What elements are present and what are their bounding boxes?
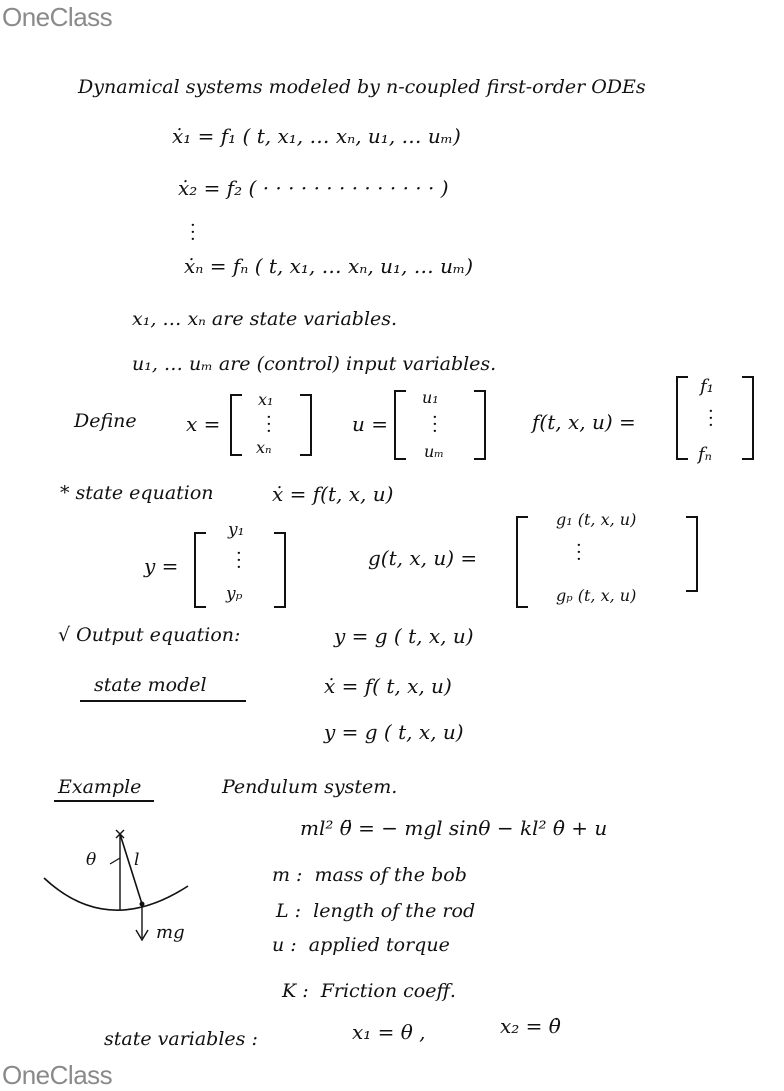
- state-equation: ẋ = f(t, x, u): [272, 482, 394, 506]
- x-vector-bottom: xₙ: [256, 438, 272, 457]
- f-vector-label: f(t, x, u) =: [532, 410, 636, 434]
- f-vector-top: f₁: [700, 376, 714, 397]
- y-vector-top: y₁: [228, 520, 245, 540]
- g-left-bracket: [516, 516, 528, 608]
- pendulum-title: Pendulum system.: [222, 776, 398, 798]
- oneclass-logo-top: [2, 2, 112, 33]
- figure-l-label: l: [134, 850, 140, 870]
- x-vector-dots: · · ·: [266, 407, 272, 442]
- vertical-dots: · · ·: [190, 215, 196, 250]
- y-vector-bottom: yₚ: [226, 584, 243, 604]
- g-vector-dots: · · ·: [576, 535, 582, 570]
- define-label: Define: [74, 410, 137, 432]
- f-vector-bottom: fₙ: [698, 444, 712, 465]
- equation-n: ẋₙ = fₙ ( t, x₁, … xₙ, u₁, … uₘ): [184, 254, 474, 278]
- state-variables-label: state variables :: [104, 1028, 258, 1050]
- g-vector-label: g(t, x, u) =: [368, 546, 478, 570]
- state-model-underline: [80, 700, 246, 702]
- g-right-bracket: [686, 516, 698, 592]
- l-definition: L : length of the rod: [276, 900, 476, 922]
- logo-text: OneClass: [2, 1060, 113, 1090]
- u-vector-top: u₁: [422, 388, 439, 407]
- f-vector-dots: · · ·: [708, 401, 714, 436]
- k-definition: K : Friction coeff.: [282, 980, 456, 1002]
- state-equation-label: * state equation: [60, 482, 214, 504]
- u-right-bracket: [474, 390, 486, 460]
- f-right-bracket: [742, 376, 754, 460]
- x-vector-top: x₁: [258, 390, 274, 409]
- example-label: Example: [58, 776, 142, 798]
- example-underline: [54, 800, 154, 802]
- y-vector-dots: · · ·: [236, 543, 242, 578]
- input-variables-line: u₁, … uₘ are (control) input variables.: [132, 353, 497, 375]
- equation-1: ẋ₁ = f₁ ( t, x₁, … xₙ, u₁, … uₘ): [172, 124, 461, 148]
- state-variables-line: x₁, … xₙ are state variables.: [132, 308, 398, 330]
- state-model-equation-2: y = g ( t, x, u): [324, 720, 464, 744]
- x-vector-label: x =: [186, 412, 221, 436]
- figure-mg-label: mg: [156, 922, 185, 943]
- u-vector-label: u =: [352, 412, 388, 436]
- y-right-bracket: [274, 532, 286, 608]
- u-vector-dots: · · ·: [432, 407, 438, 442]
- u-definition: u : applied torque: [272, 934, 450, 956]
- intro-line: Dynamical systems modeled by n-coupled first-order ODEs: [78, 76, 646, 98]
- u-left-bracket: [394, 390, 406, 460]
- angle-mark: [110, 858, 120, 864]
- swing-arc: [44, 878, 188, 910]
- g-vector-top: g₁ (t, x, u): [556, 510, 637, 529]
- output-equation: y = g ( t, x, u): [334, 624, 474, 648]
- equation-2: ẋ₂ = f₂ ( · · · · · · · · · · · · · · ): [178, 176, 449, 200]
- oneclass-logo-bottom: [2, 1060, 112, 1091]
- state-variable-x1: x₁ = θ ,: [352, 1020, 426, 1044]
- logo-text: OneClass: [2, 2, 113, 32]
- output-equation-label: √ Output equation:: [58, 624, 241, 646]
- u-vector-bottom: uₘ: [424, 442, 445, 461]
- x-right-bracket: [300, 394, 312, 456]
- m-definition: m : mass of the bob: [272, 864, 467, 886]
- state-model-label: state model: [94, 674, 207, 696]
- pendulum-equation: ml² θ̈ = − mgl sinθ − kl² θ̇ + u: [300, 816, 608, 840]
- figure-theta-label: θ: [86, 850, 97, 870]
- x-left-bracket: [230, 394, 242, 456]
- state-variable-x2: x₂ = θ̇: [500, 1014, 561, 1038]
- g-vector-bottom: gₚ (t, x, u): [556, 586, 637, 605]
- y-left-bracket: [194, 532, 206, 608]
- y-vector-label: y =: [144, 554, 179, 578]
- state-model-equation-1: ẋ = f( t, x, u): [324, 674, 452, 698]
- f-left-bracket: [676, 376, 688, 460]
